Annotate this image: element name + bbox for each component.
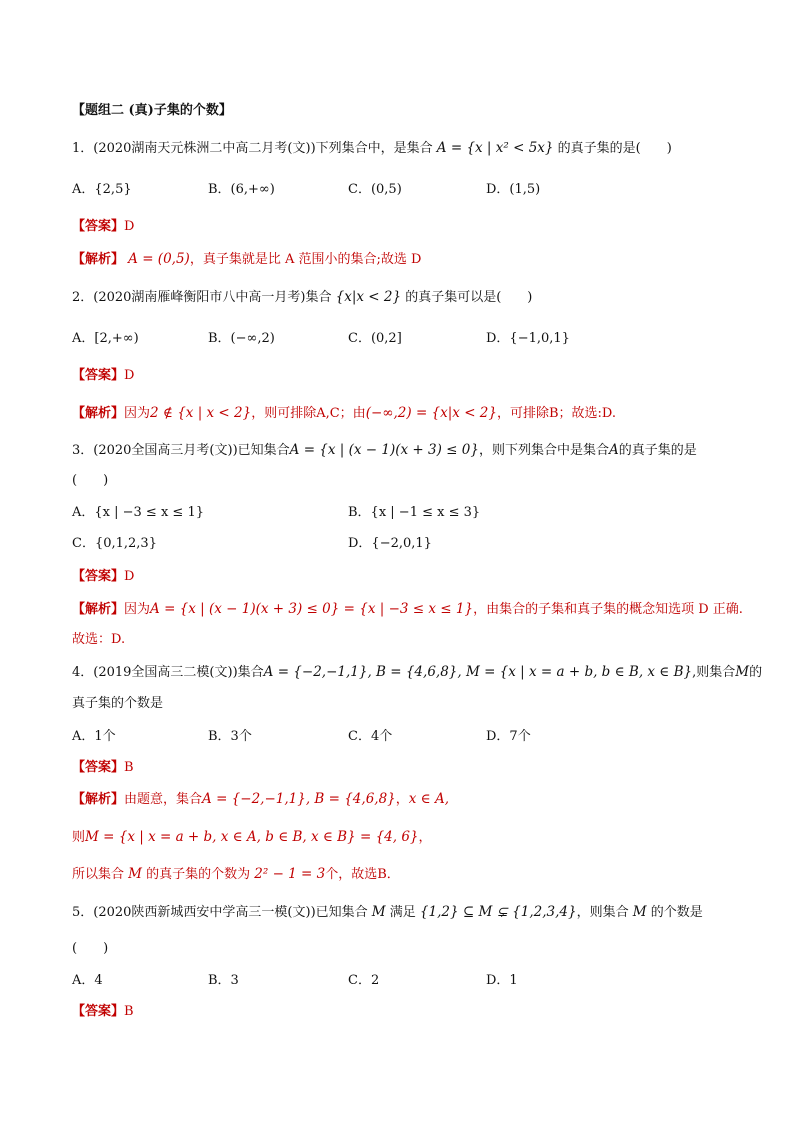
analysis-label: 【解析】 (72, 252, 125, 267)
q5-stem-d: 的个数是 (650, 905, 703, 920)
q2-option-a: A．[2,+∞) (72, 331, 139, 346)
q4-analysis (72, 790, 449, 809)
q4-analysis-m1: A = {−2,−1,1}, B = {4,6,8} (202, 791, 396, 807)
q5-answer-value: B (124, 1004, 134, 1019)
q4-option-d: D．7个 (486, 729, 531, 744)
q3-analysis-b: ，由集合的子集和真子集的概念知选项 D 正确. (473, 602, 743, 617)
q3-answer (72, 568, 134, 586)
q1-analysis (72, 250, 421, 269)
q2-option-c: C．(0,2] (348, 331, 402, 346)
q5-stem-math2: {1,2} ⊆ M ⊊ {1,2,3,4} (419, 904, 577, 920)
q4-analysis-l2m: M = {x | x = a + b, x ∈ A, b ∈ B, x ∈ B} = {4, 6} (85, 829, 419, 845)
q2-analysis (72, 404, 616, 423)
question-3-stem (72, 441, 697, 460)
analysis-label: 【解析】 (72, 602, 125, 617)
question-4-stem (72, 663, 762, 682)
q1-analysis-text: ，真子集就是比 A 范围小的集合;故选 D (189, 252, 422, 267)
q5-option-d: D．1 (486, 973, 518, 988)
q3-stem-math2: A (608, 442, 619, 458)
q2-analysis-m2: (−∞,2) = {x|x < 2} (365, 405, 497, 421)
q4-analysis-l3a: 所以集合 (72, 867, 125, 882)
answer-label: 【答案】 (72, 368, 125, 383)
q5-option-b: B．3 (208, 973, 239, 988)
q5-stem-paren: ( ) (72, 941, 109, 956)
q2-analysis-a: 因为 (124, 406, 151, 421)
q3-stem-math: A = {x | (x − 1)(x + 3) ≤ 0} (289, 442, 479, 458)
q2-stem-math: {x|x < 2} (335, 289, 402, 305)
q4-analysis-line2 (72, 828, 432, 847)
q2-answer-value: D (124, 368, 135, 383)
q4-answer-value: B (124, 760, 134, 775)
q2-stem-b: 的真子集可以是( ) (405, 290, 533, 305)
q2-stem-a: 2．(2020湖南雁峰衡阳市八中高一月考)集合 (72, 290, 332, 305)
q4-analysis-l3b: 的真子集的个数为 (146, 867, 251, 882)
question-2-stem (72, 288, 532, 307)
q4-stem-c: 的 (749, 665, 763, 680)
q4-analysis-line3 (72, 865, 400, 884)
q4-analysis-l3m2: 2² − 1 = 3 (254, 866, 326, 882)
q3-stem-a: 3．(2020全国高三月考(文))已知集合 (72, 443, 290, 458)
q3-stem-b: ，则下列集合中是集合 (478, 443, 609, 458)
q4-analysis-l2a: 则 (72, 830, 86, 845)
q4-analysis-m2: x ∈ A, (408, 791, 450, 807)
q3-answer-value: D (124, 569, 135, 584)
section-title: 【题组二 (真)子集的个数】 (72, 103, 232, 118)
q1-answer-value: D (124, 219, 135, 234)
q5-option-a: A．4 (72, 973, 103, 988)
q4-option-a: A．1个 (72, 729, 116, 744)
q3-option-b: B．{x | −1 ≤ x ≤ 3} (348, 505, 481, 520)
answer-label: 【答案】 (72, 569, 125, 584)
q1-analysis-math: A = (0,5) (128, 251, 190, 267)
q1-option-b: B．(6,+∞) (208, 182, 275, 197)
q4-stem-math2: M (735, 664, 750, 680)
q4-stem-line2: 真子集的个数是 (72, 696, 164, 711)
q5-option-c: C．2 (348, 973, 380, 988)
analysis-label: 【解析】 (72, 406, 125, 421)
answer-label: 【答案】 (72, 760, 125, 775)
question-1-stem (72, 139, 672, 158)
q3-stem-c: 的真子集的是 (618, 443, 697, 458)
q4-analysis-b: ， (395, 792, 409, 807)
q4-analysis-l3c: 个，故选B． (325, 867, 400, 882)
q2-analysis-m1: 2 ∉ {x | x < 2} (150, 405, 252, 421)
answer-label: 【答案】 (72, 1004, 125, 1019)
answer-label: 【答案】 (72, 219, 125, 234)
q4-analysis-l3m1: M (128, 866, 142, 882)
q5-stem-math3: M (632, 904, 647, 920)
q1-option-d: D．(1,5) (486, 182, 541, 197)
q1-answer (72, 218, 134, 236)
q4-option-b: B．3个 (208, 729, 252, 744)
question-5-stem (72, 903, 703, 922)
q4-analysis-l2b: ， (418, 830, 432, 845)
analysis-label: 【解析】 (72, 792, 125, 807)
q1-option-c: C．(0,5) (348, 182, 402, 197)
q2-answer (72, 367, 134, 385)
q5-answer (72, 1003, 134, 1021)
q3-stem-paren: ( ) (72, 473, 109, 488)
q2-option-b: B．(−∞,2) (208, 331, 275, 346)
q1-stem-a: 1．(2020湖南天元株洲二中高二月考(文))下列集合中，是集合 (72, 141, 433, 156)
q3-option-d: D．{−2,0,1} (348, 536, 432, 551)
q4-stem-a: 4．(2019全国高三二模(文))集合 (72, 665, 264, 680)
q5-stem-a: 5．(2020陕西新城西安中学高三一模(文))已知集合 (72, 905, 368, 920)
q1-stem-math: A = {x | x² < 5x} (436, 140, 554, 156)
q1-option-a: A．{2,5} (72, 182, 132, 197)
q2-option-d: D．{−1,0,1} (486, 331, 570, 346)
q3-analysis (72, 600, 743, 619)
q1-stem-b: 的真子集的是( ) (557, 141, 672, 156)
q4-answer (72, 759, 134, 777)
q4-option-c: C．4个 (348, 729, 393, 744)
q4-analysis-a: 由题意，集合 (124, 792, 203, 807)
q5-stem-c: ，则集合 (576, 905, 629, 920)
q5-stem-b: 满足 (389, 905, 416, 920)
q3-analysis-a: 因为 (124, 602, 151, 617)
q4-stem-math: A = {−2,−1,1}, B = {4,6,8}, M = {x | x = a + b, b ∈ B, x ∈ B} (263, 664, 693, 680)
q3-option-a: A．{x | −3 ≤ x ≤ 1} (72, 505, 204, 520)
q2-analysis-b: ，则可排除A,C；由 (251, 406, 366, 421)
q4-stem-b: ,则集合 (692, 665, 736, 680)
q2-analysis-c: ，可排除B；故选:D. (497, 406, 617, 421)
q3-option-c: C．{0,1,2,3} (72, 536, 157, 551)
q3-analysis-line2: 故选：D. (72, 632, 126, 647)
q5-stem-math: M (371, 904, 386, 920)
q3-analysis-math: A = {x | (x − 1)(x + 3) ≤ 0} = {x | −3 ≤ x ≤ 1} (150, 601, 474, 617)
